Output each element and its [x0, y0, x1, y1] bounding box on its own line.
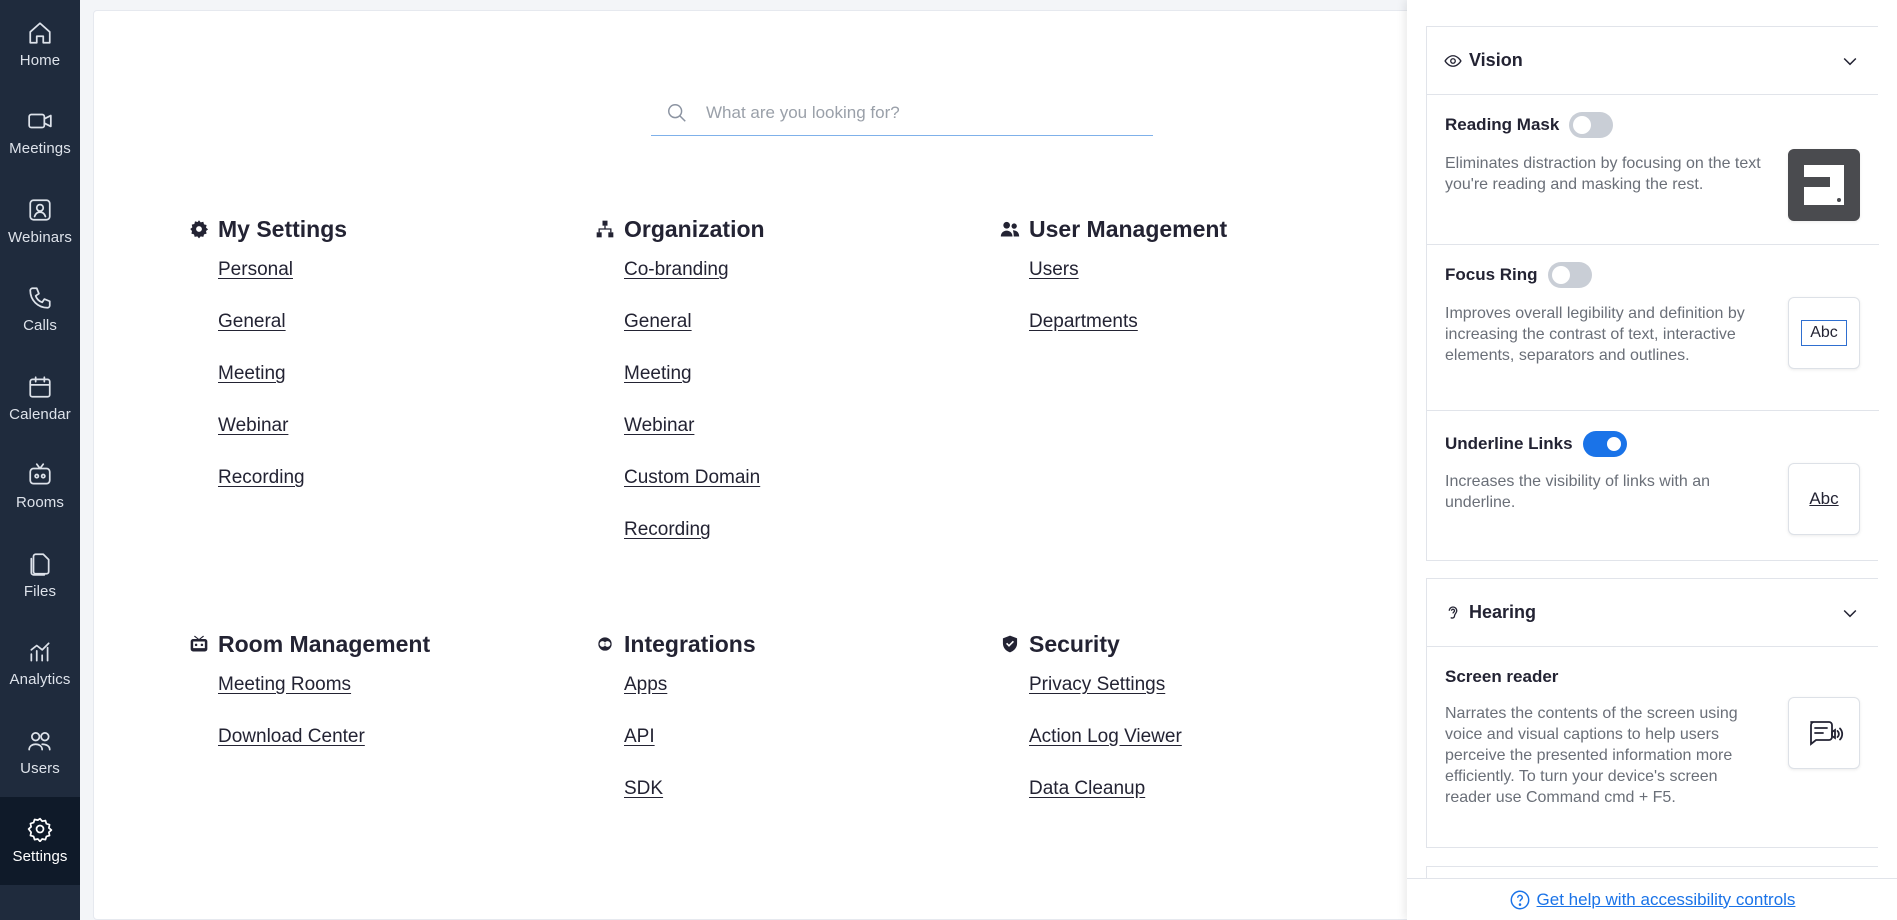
nav-item-label: Calendar [9, 405, 71, 423]
section-title: Security [1029, 630, 1120, 657]
link-general[interactable]: General [624, 311, 692, 332]
eye-icon [1444, 52, 1462, 70]
section-title: My Settings [218, 215, 348, 242]
nav-item-label: Files [23, 582, 57, 600]
section-security [999, 629, 1182, 830]
nav-item-rooms[interactable] [0, 443, 80, 532]
link-meeting-rooms[interactable]: Meeting Rooms [218, 674, 352, 695]
help-circle-icon [1509, 889, 1531, 911]
underline-links-preview [1788, 463, 1860, 535]
link-co-branding[interactable]: Co-branding [624, 259, 729, 280]
screen-reader-preview [1788, 697, 1860, 769]
reading-mask-description: Eliminates distraction by focusing on the text you're reading and masking the rest. [1445, 155, 1761, 193]
settings-search[interactable] [651, 90, 1153, 136]
files-icon [27, 551, 53, 577]
nav-item-label: Analytics [9, 671, 71, 689]
screen-reader-label: Screen reader [1445, 667, 1559, 686]
focus-ring-toggle[interactable] [1548, 262, 1592, 288]
underline-links-toggle[interactable] [1583, 431, 1627, 457]
link-custom-domain[interactable]: Custom Domain [624, 467, 761, 488]
link-api[interactable]: API [624, 726, 655, 747]
vision-section [1426, 26, 1878, 561]
vision-header[interactable] [1427, 27, 1878, 95]
focus-ring-preview [1788, 297, 1860, 369]
nav-item-label: Webinars [8, 228, 72, 246]
focus-ring-preview-text: Abc [1801, 320, 1847, 346]
nav-item-webinars[interactable] [0, 177, 80, 266]
search-input[interactable] [706, 103, 1126, 123]
users-icon [999, 218, 1021, 240]
focus-ring-row [1427, 245, 1879, 411]
nav-item-label: Rooms [15, 494, 64, 512]
link-sdk[interactable]: SDK [624, 778, 664, 799]
section-title: Organization [624, 215, 765, 242]
nav-item-label: Users [20, 759, 60, 777]
reading-mask-row [1427, 95, 1879, 245]
link-action-log-viewer[interactable]: Action Log Viewer [1029, 726, 1182, 747]
link-webinar[interactable]: Webinar [624, 415, 695, 436]
link-download-center[interactable]: Download Center [218, 726, 365, 747]
search-icon [666, 102, 688, 124]
link-personal[interactable]: Personal [218, 259, 293, 280]
screen-reader-icon [1802, 711, 1846, 755]
rooms-icon [27, 462, 53, 488]
webinar-icon [27, 197, 53, 223]
reading-mask-label: Reading Mask [1445, 115, 1560, 134]
help-footer [1407, 878, 1897, 920]
accessibility-help-link[interactable]: Get help with accessibility controls [1536, 889, 1796, 909]
nav-item-calendar[interactable] [0, 354, 80, 443]
link-meeting[interactable]: Meeting [624, 363, 692, 384]
screen-reader-description: Narrates the contents of the screen using voice and visual captions to help users perceive the presented information more efficiently. To turn your device's screen reader use Command cmd + F5. [1445, 705, 1738, 806]
nav-item-label: Meetings [9, 140, 71, 158]
nav-item-home[interactable] [0, 0, 80, 89]
home-icon [27, 20, 53, 46]
hearing-section [1426, 578, 1878, 848]
shield-check-icon [999, 633, 1021, 655]
nav-item-meetings[interactable] [0, 89, 80, 178]
reading-mask-preview [1788, 149, 1860, 221]
nav-item-label: Home [19, 51, 61, 69]
focus-ring-label: Focus Ring [1445, 265, 1538, 284]
calendar-icon [27, 374, 53, 400]
link-general[interactable]: General [218, 311, 286, 332]
reading-mask-toggle[interactable] [1569, 112, 1613, 138]
link-privacy-settings[interactable]: Privacy Settings [1029, 674, 1166, 695]
hearing-header[interactable] [1427, 579, 1878, 647]
nav-item-analytics[interactable] [0, 620, 80, 709]
gear-icon [27, 816, 53, 842]
link-recording[interactable]: Recording [624, 519, 711, 540]
link-apps[interactable]: Apps [624, 674, 668, 695]
phone-icon [27, 285, 53, 311]
hearing-title: Hearing [1469, 602, 1537, 622]
video-camera-icon [27, 108, 53, 134]
section-title: Integrations [624, 630, 756, 657]
integrations-icon [594, 633, 616, 655]
nav-item-users[interactable] [0, 708, 80, 797]
nav-item-calls[interactable] [0, 266, 80, 355]
link-recording[interactable]: Recording [218, 467, 305, 488]
nav-item-files[interactable] [0, 531, 80, 620]
nav-item-label: Settings [12, 848, 68, 866]
nav-item-label: Calls [23, 317, 57, 335]
vision-title: Vision [1469, 50, 1523, 70]
link-webinar[interactable]: Webinar [218, 415, 289, 436]
users-icon [27, 728, 53, 754]
section-my-settings [188, 214, 347, 519]
accessibility-panel [1407, 0, 1897, 920]
chevron-down-icon[interactable] [1840, 51, 1860, 71]
section-room-management [188, 629, 430, 778]
link-users[interactable]: Users [1029, 259, 1079, 280]
ear-icon [1444, 604, 1462, 622]
section-title: User Management [1029, 215, 1228, 242]
underline-links-preview-text: Abc [1809, 489, 1839, 508]
analytics-icon [27, 639, 53, 665]
room-device-icon [188, 633, 210, 655]
link-data-cleanup[interactable]: Data Cleanup [1029, 778, 1146, 799]
underline-links-description: Increases the visibility of links with an underline. [1445, 473, 1710, 511]
section-user-management [999, 214, 1227, 363]
left-nav-rail [0, 0, 80, 920]
underline-links-row [1427, 411, 1879, 561]
chevron-down-icon[interactable] [1840, 603, 1860, 623]
focus-ring-description: Improves overall legibility and definition by increasing the contrast of text, interactive elements, separators and outlines. [1445, 305, 1745, 364]
org-chart-icon [594, 218, 616, 240]
section-title: Room Management [218, 630, 431, 657]
section-organization [594, 214, 765, 571]
section-integrations [594, 629, 756, 830]
nav-item-settings[interactable] [0, 797, 80, 886]
screen-reader-row [1427, 647, 1879, 847]
underline-links-label: Underline Links [1445, 434, 1573, 453]
reading-mask-icon [1794, 155, 1854, 215]
link-departments[interactable]: Departments [1029, 311, 1138, 332]
gear-icon [188, 218, 210, 240]
link-meeting[interactable]: Meeting [218, 363, 286, 384]
